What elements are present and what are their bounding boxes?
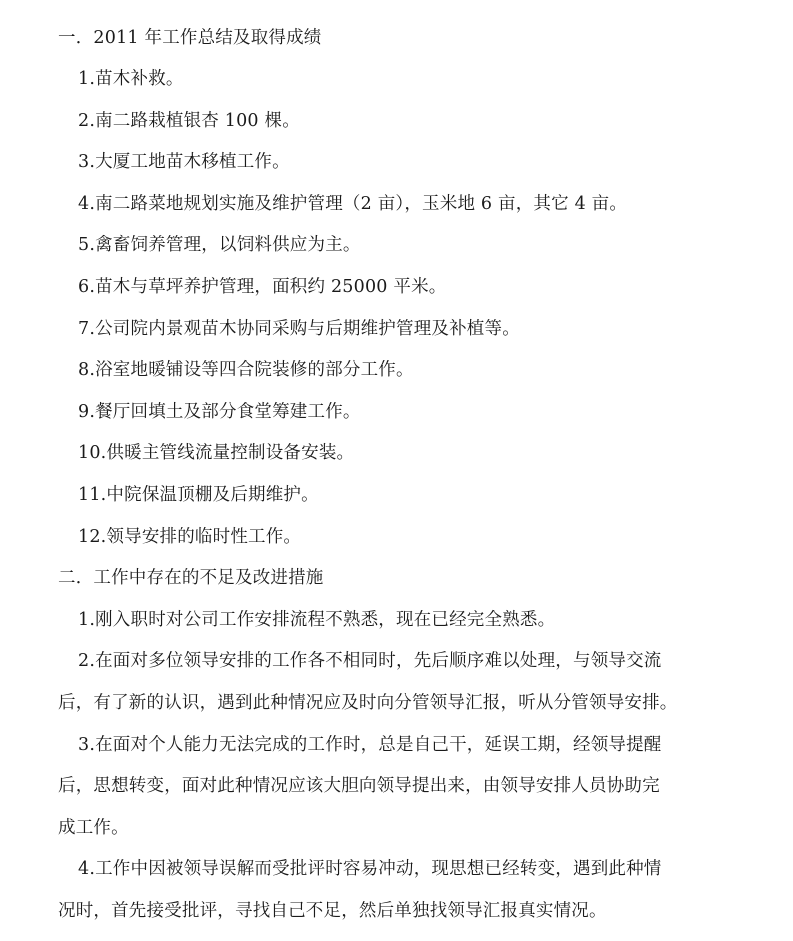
section-1-item-12: 12.领导安排的临时性工作。 [78, 527, 302, 547]
section-1-item-3: 3.大厦工地苗木移植工作。 [78, 152, 290, 172]
section-1-item-6: 6.苗木与草坪养护管理，面积约 25000 平米。 [78, 277, 447, 297]
section-1-item-7: 7.公司院内景观苗木协同采购与后期维护管理及补植等。 [78, 319, 520, 339]
section-2-paragraph-2-line-1: 2.在面对多位领导安排的工作各不相同时，先后顺序难以处理，与领导交流 [78, 651, 662, 671]
section-1-item-4: 4.南二路菜地规划实施及维护管理（2 亩），玉米地 6 亩，其它 4 亩。 [78, 194, 628, 214]
section-2-paragraph-1-line-1: 1.刚入职时对公司工作安排流程不熟悉，现在已经完全熟悉。 [78, 610, 556, 630]
section-2-paragraph-2-line-2: 后，有了新的认识，遇到此种情况应及时向分管领导汇报，听从分管领导安排。 [58, 693, 678, 713]
section-1-item-8: 8.浴室地暖铺设等四合院装修的部分工作。 [78, 360, 414, 380]
section-1-item-1: 1.苗木补救。 [78, 69, 184, 89]
section-1-item-10: 10.供暖主管线流量控制设备安装。 [78, 443, 355, 463]
section-2-paragraph-3-line-2: 后，思想转变，面对此种情况应该大胆向领导提出来，由领导安排人员协助完 [58, 776, 660, 796]
section-1-item-2: 2.南二路栽植银杏 100 棵。 [78, 111, 300, 131]
section-1-heading: 一．2011 年工作总结及取得成绩 [58, 28, 322, 48]
section-1-item-11: 11.中院保温顶棚及后期维护。 [78, 485, 319, 505]
section-1-item-5: 5.禽畜饲养管理，以饲料供应为主。 [78, 235, 361, 255]
section-2-paragraph-3-line-1: 3.在面对个人能力无法完成的工作时，总是自己干，延误工期，经领导提醒 [78, 735, 662, 755]
section-1-item-9: 9.餐厅回填土及部分食堂筹建工作。 [78, 402, 361, 422]
section-2-paragraph-4-line-2: 况时，首先接受批评，寻找自己不足，然后单独找领导汇报真实情况。 [58, 901, 607, 921]
section-2-paragraph-3-line-3: 成工作。 [58, 818, 129, 838]
section-2-heading: 二．工作中存在的不足及改进措施 [58, 568, 324, 588]
section-2-paragraph-4-line-1: 4.工作中因被领导误解而受批评时容易冲动，现思想已经转变，遇到此种情 [78, 859, 662, 879]
